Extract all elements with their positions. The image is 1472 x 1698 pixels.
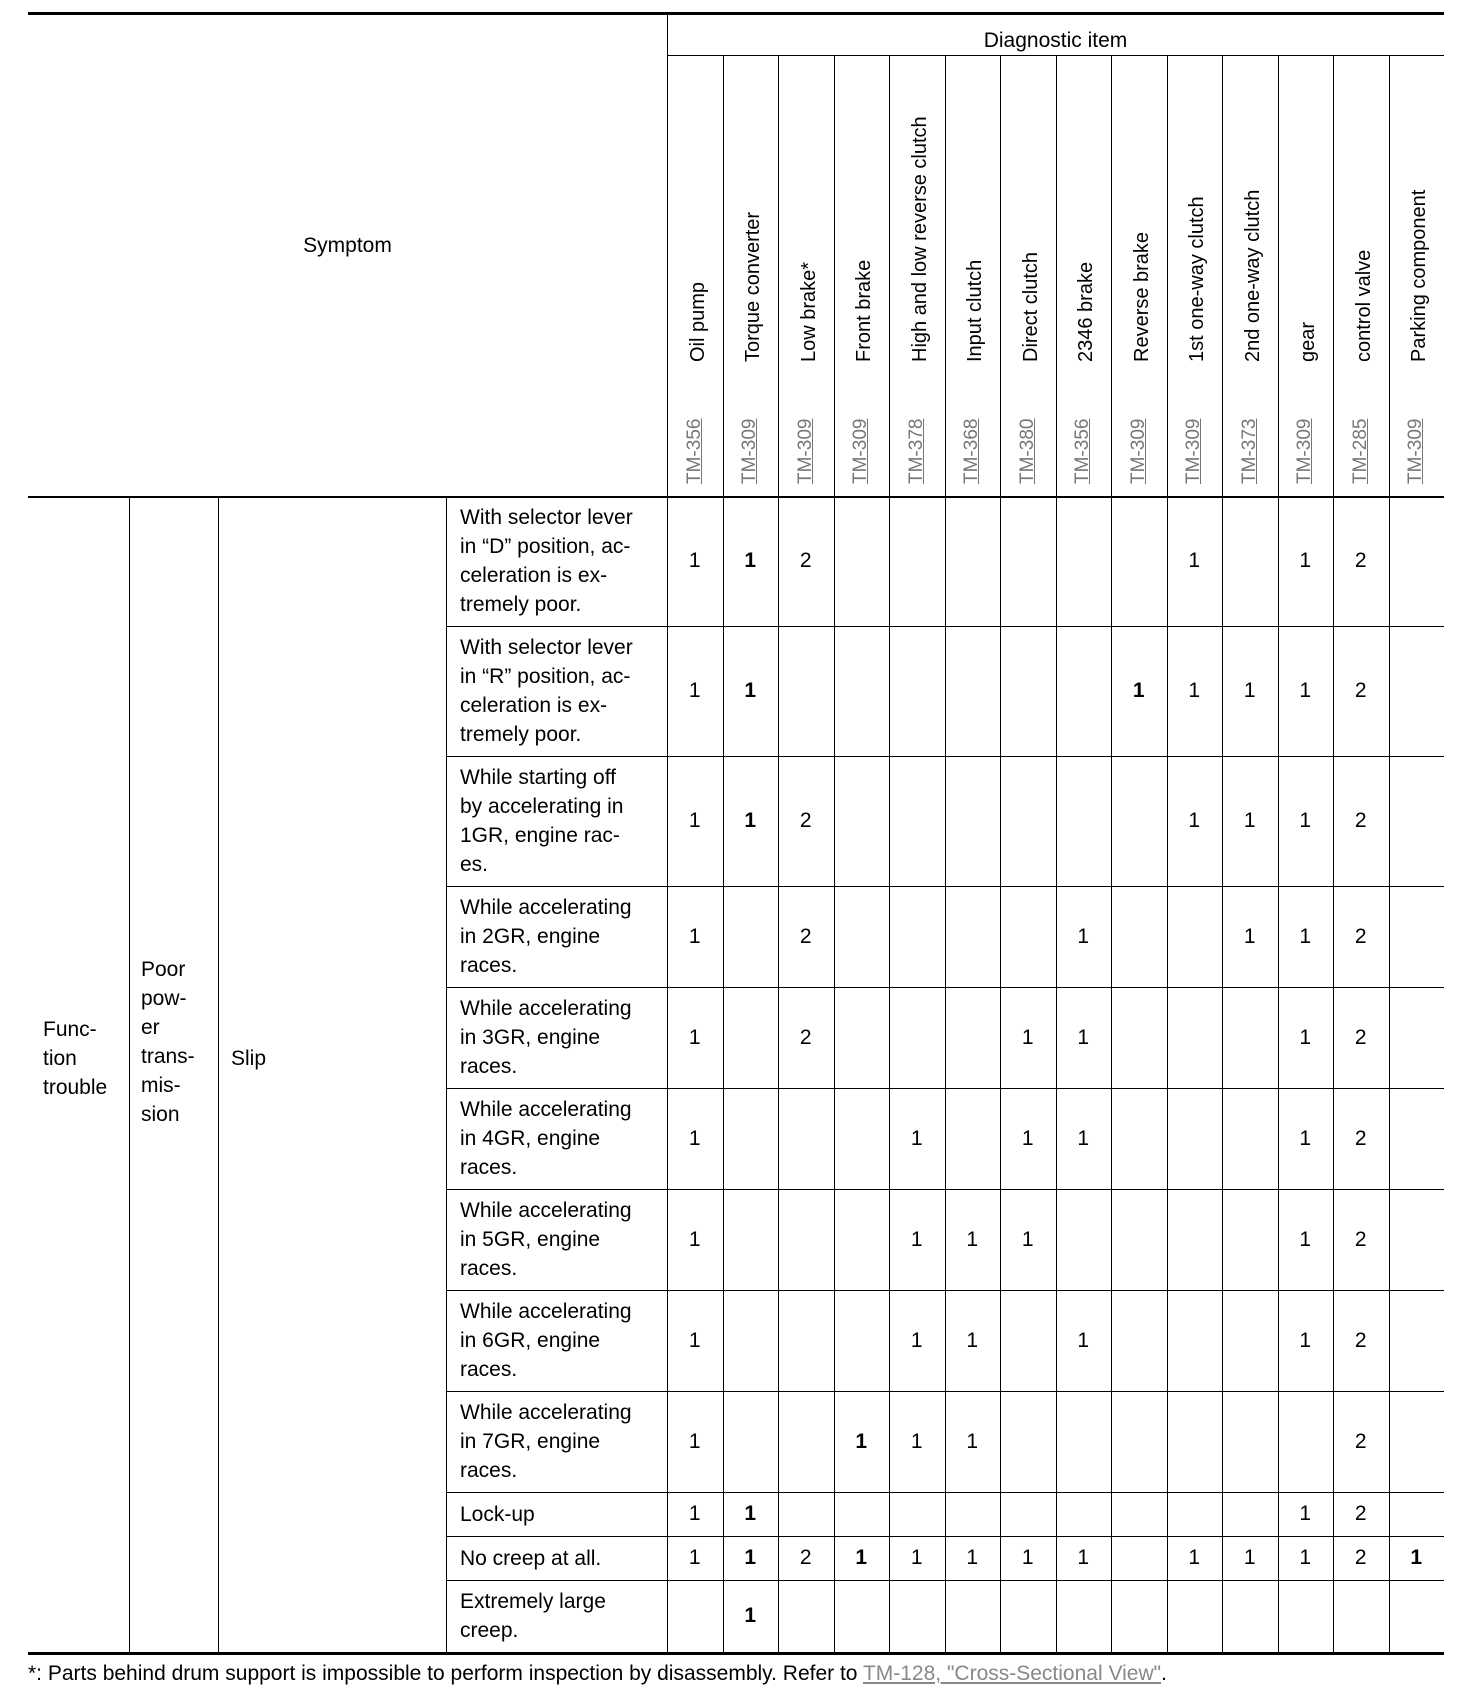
column-reference-link[interactable]: TM-309: [794, 418, 816, 484]
table-cell: 1: [744, 1502, 757, 1525]
footnote-link[interactable]: TM-128, "Cross-Sectional View": [862, 1662, 1162, 1685]
table-cell: 1: [1021, 1126, 1034, 1150]
table-cell: [1389, 496, 1445, 626]
table-cell: [1167, 1189, 1223, 1290]
table-cell: [1222, 987, 1278, 1088]
table-cell: [889, 987, 945, 1088]
table-cell: [1000, 1492, 1056, 1536]
footnote: [28, 1662, 1167, 1686]
table-cell: [1056, 756, 1112, 886]
table-cell: [723, 1088, 779, 1189]
column-reference-link[interactable]: TM-309: [850, 418, 871, 484]
category-label: Func- tion trouble: [43, 1017, 108, 1099]
table-cell: [1278, 1580, 1334, 1652]
column-reference-link[interactable]: TM-309: [1405, 418, 1426, 484]
symptom-text: While starting off by accelerating in 1GR, engine rac- es.: [460, 766, 624, 876]
table-cell: [1389, 987, 1445, 1088]
footnote-text: *: Parts behind drum support is impossible to perform inspection by disassembly. Refer to: [28, 1662, 863, 1685]
table-cell: [945, 756, 1001, 886]
table-cell: 1: [855, 1429, 868, 1453]
column-reference-link[interactable]: TM-309: [1294, 418, 1315, 484]
table-cell: [1111, 1536, 1167, 1580]
column-header-label: Direct clutch: [1019, 251, 1042, 362]
column-reference-link[interactable]: TM-368: [961, 418, 982, 484]
table-cell: [1389, 1580, 1445, 1652]
table-cell: [1056, 1189, 1112, 1290]
table-cell: 2: [1354, 1502, 1367, 1525]
table-cell: 1: [1299, 1328, 1312, 1352]
column-header-label: 1st one-way clutch: [1186, 196, 1208, 362]
table-cell: [778, 1189, 834, 1290]
column-header-label: Parking component: [1408, 189, 1430, 362]
table-cell: [778, 1580, 834, 1652]
table-cell: 1: [688, 1546, 701, 1569]
column-header: [1278, 70, 1333, 496]
table-cell: 1: [1299, 679, 1312, 702]
table-cell: [723, 1391, 779, 1492]
column-header-label: Reverse brake: [1130, 231, 1153, 362]
table-cell: [1167, 1290, 1223, 1391]
table-cell: 2: [1354, 924, 1367, 948]
table-cell: 1: [966, 1328, 979, 1352]
table-cell: [1056, 626, 1112, 756]
table-cell: 1: [910, 1227, 923, 1251]
table-cell: [1389, 626, 1445, 756]
symptom-text: Lock-up: [460, 1502, 535, 1526]
column-header-label: Oil pump: [686, 281, 709, 362]
table-cell: 2: [1354, 1126, 1367, 1150]
column-reference-link[interactable]: TM-378: [905, 418, 927, 484]
table-cell: 1: [688, 1429, 701, 1453]
table-cell: [1056, 496, 1112, 626]
table-cell: 1: [1299, 809, 1312, 832]
table-cell: 1: [1021, 1025, 1034, 1049]
column-reference-link[interactable]: TM-356: [1072, 418, 1093, 484]
column-header: [778, 70, 833, 496]
table-cell: [778, 1391, 834, 1492]
symptom-header: Symptom: [303, 234, 392, 257]
table-cell: 2: [1354, 1328, 1367, 1352]
table-cell: [945, 496, 1001, 626]
table-cell: 1: [1410, 1546, 1423, 1569]
table-cell: [1056, 1492, 1112, 1536]
table-cell: [889, 626, 945, 756]
column-reference-link[interactable]: TM-356: [683, 418, 705, 484]
table-cell: [1111, 1580, 1167, 1652]
table-cell: [778, 626, 834, 756]
table-cell: [1056, 1580, 1112, 1652]
table-cell: 1: [1077, 1328, 1090, 1352]
table-cell: 1: [688, 809, 701, 832]
table-cell: 1: [1243, 679, 1256, 702]
column-header: [1333, 70, 1388, 496]
table-cell: [1333, 1580, 1389, 1652]
table-cell: [834, 987, 890, 1088]
table-cell: 1: [1299, 924, 1312, 948]
table-cell: [945, 987, 1001, 1088]
table-cell: [1389, 756, 1445, 886]
table-cell: [778, 1492, 834, 1536]
table-cell: [1222, 1088, 1278, 1189]
table-cell: 1: [744, 679, 757, 702]
table-cell: [1111, 756, 1167, 886]
table-cell: 1: [1188, 679, 1201, 702]
table-cell: [945, 886, 1001, 987]
table-cell: 1: [1077, 1126, 1090, 1150]
column-reference-link[interactable]: TM-380: [1016, 418, 1038, 484]
table-cell: [1000, 496, 1056, 626]
column-header-label: Input clutch: [964, 259, 986, 362]
table-cell: 2: [1354, 1546, 1367, 1569]
table-cell: 1: [1299, 1546, 1312, 1569]
table-cell: 2: [1354, 1025, 1367, 1049]
column-header: [945, 70, 1000, 496]
footnote-end: .: [1161, 1662, 1167, 1685]
column-header-label: Front brake: [853, 259, 875, 362]
table-cell: [834, 1492, 890, 1536]
table-cell: 1: [1299, 1227, 1312, 1251]
table-cell: 1: [1299, 549, 1312, 572]
table-cell: 2: [1354, 1429, 1367, 1453]
table-cell: [1000, 1391, 1056, 1492]
column-header: [889, 70, 944, 496]
table-cell: 1: [910, 1429, 923, 1453]
column-reference-link[interactable]: TM-373: [1238, 418, 1260, 484]
table-cell: 2: [799, 809, 812, 832]
table-cell: 1: [1299, 1502, 1312, 1525]
table-cell: [1111, 1088, 1167, 1189]
column-header: [1056, 70, 1111, 496]
table-cell: 1: [1243, 1546, 1256, 1569]
column-header: [667, 70, 722, 496]
symptom-text: With selector lever in “D” position, ac- celeration is ex- tremely poor.: [460, 506, 633, 616]
table-cell: [1167, 987, 1223, 1088]
table-cell: [834, 886, 890, 987]
table-cell: 1: [1299, 1025, 1312, 1049]
table-cell: [834, 1580, 890, 1652]
table-cell: 1: [1188, 549, 1201, 572]
symptom-text: No creep at all.: [460, 1546, 602, 1570]
symptom-text: While accelerating in 7GR, engine races.: [460, 1401, 632, 1482]
symptom-text: While accelerating in 2GR, engine races.: [460, 896, 632, 977]
table-cell: [1167, 1492, 1223, 1536]
column-header: [723, 70, 778, 496]
column-reference-link[interactable]: TM-309: [1183, 418, 1204, 484]
table-cell: [1167, 1580, 1223, 1652]
table-cell: 1: [855, 1546, 868, 1569]
table-cell: [1278, 1391, 1334, 1492]
symptom-text: While accelerating in 6GR, engine races.: [460, 1300, 632, 1381]
table-cell: 1: [910, 1546, 923, 1569]
table-cell: 2: [799, 1025, 812, 1049]
table-cell: 1: [1188, 809, 1201, 832]
table-cell: 1: [1188, 1546, 1201, 1569]
table-cell: [1222, 1580, 1278, 1652]
table-cell: 1: [688, 1126, 701, 1150]
table-cell: [1056, 1391, 1112, 1492]
symptom-text: While accelerating in 4GR, engine races.: [460, 1098, 632, 1179]
table-cell: [834, 1088, 890, 1189]
table-cell: [1389, 1088, 1445, 1189]
table-cell: [667, 1580, 723, 1652]
table-cell: 1: [688, 924, 701, 948]
table-cell: [1111, 1492, 1167, 1536]
table-cell: [723, 1290, 779, 1391]
table-cell: [1389, 1391, 1445, 1492]
column-header: [834, 70, 889, 496]
table-bottom-rule: [28, 1652, 1444, 1655]
table-cell: [889, 1580, 945, 1652]
table-cell: [778, 1290, 834, 1391]
table-cell: [1111, 496, 1167, 626]
table-cell: 1: [1299, 1126, 1312, 1150]
table-cell: [889, 496, 945, 626]
table-cell: [1111, 987, 1167, 1088]
table-cell: 2: [1354, 1227, 1367, 1251]
table-cell: [1000, 756, 1056, 886]
column-header: [1111, 70, 1166, 496]
table-cell: 1: [688, 1227, 701, 1251]
column-header: [1167, 70, 1222, 496]
table-cell: 1: [744, 1604, 757, 1627]
table-cell: [1000, 626, 1056, 756]
table-cell: [1222, 496, 1278, 626]
table-cell: 2: [799, 924, 812, 948]
table-cell: 1: [966, 1546, 979, 1569]
table-cell: [889, 886, 945, 987]
table-cell: [778, 1088, 834, 1189]
symptom-text: While accelerating in 3GR, engine races.: [460, 997, 632, 1078]
table-cell: [889, 1492, 945, 1536]
column-header: [1222, 70, 1277, 496]
table-cell: [1167, 886, 1223, 987]
table-cell: [723, 987, 779, 1088]
table-cell: 2: [1354, 679, 1367, 702]
table-cell: 1: [1077, 1025, 1090, 1049]
table-cell: [1389, 1492, 1445, 1536]
table-cell: [1222, 1492, 1278, 1536]
diagnosis-table: [28, 12, 1444, 1655]
table-cell: 1: [744, 809, 757, 832]
table-cell: [834, 496, 890, 626]
column-reference-link[interactable]: TM-309: [1127, 418, 1149, 484]
table-cell: 1: [744, 549, 757, 572]
table-cell: 2: [799, 1546, 812, 1569]
table-cell: [1389, 1189, 1445, 1290]
table-cell: 1: [910, 1328, 923, 1352]
table-cell: [1111, 886, 1167, 987]
table-cell: [834, 626, 890, 756]
column-reference-link[interactable]: TM-309: [739, 418, 760, 484]
table-cell: 1: [1077, 1546, 1090, 1569]
table-cell: [834, 756, 890, 886]
column-header-label: Low brake*: [797, 261, 820, 362]
column-header: [1000, 70, 1055, 496]
table-cell: 1: [1243, 924, 1256, 948]
column-header-label: gear: [1297, 321, 1319, 362]
table-cell: [1111, 1290, 1167, 1391]
table-cell: [945, 1492, 1001, 1536]
table-cell: 1: [1021, 1227, 1034, 1251]
table-cell: 1: [688, 679, 701, 702]
table-cell: 1: [688, 1025, 701, 1049]
table-cell: 1: [1077, 924, 1090, 948]
table-cell: [889, 756, 945, 886]
table-cell: [1222, 1391, 1278, 1492]
column-header-label: 2346 brake: [1075, 261, 1097, 362]
table-cell: [945, 1088, 1001, 1189]
table-cell: 1: [688, 1328, 701, 1352]
subcategory-label: Poor pow- er trans- mis- sion: [141, 958, 195, 1126]
table-cell: [1111, 1189, 1167, 1290]
diagnostic-item-header: Diagnostic item: [983, 29, 1128, 52]
symptom-type-label: Slip: [231, 1046, 267, 1070]
column-header-label: High and low reverse clutch: [908, 116, 931, 362]
table-cell: [1222, 1189, 1278, 1290]
symptom-text: While accelerating in 5GR, engine races.: [460, 1199, 632, 1280]
symptom-text: Extremely large creep.: [460, 1590, 606, 1642]
table-cell: 1: [966, 1227, 979, 1251]
table-cell: 2: [1354, 809, 1367, 832]
table-cell: [1389, 886, 1445, 987]
table-cell: [1167, 1088, 1223, 1189]
column-header: [1389, 70, 1444, 496]
column-header-label: Torque converter: [742, 211, 764, 362]
table-cell: 1: [688, 1502, 701, 1525]
table-cell: [1111, 1391, 1167, 1492]
table-cell: 1: [910, 1126, 923, 1150]
table-cell: 1: [744, 1546, 757, 1569]
table-cell: [1000, 1290, 1056, 1391]
table-cell: [1000, 886, 1056, 987]
table-top-rule: [28, 12, 1444, 15]
column-header-label: control valve: [1352, 249, 1375, 362]
symptom-text: With selector lever in “R” position, ac- celeration is ex- tremely poor.: [460, 636, 633, 746]
table-cell: [723, 1189, 779, 1290]
table-cell: [1167, 1391, 1223, 1492]
table-cell: 2: [799, 549, 812, 572]
table-cell: 2: [1354, 549, 1367, 572]
column-header-label: 2nd one-way clutch: [1241, 189, 1264, 362]
table-cell: [1000, 1580, 1056, 1652]
table-cell: 1: [1132, 679, 1145, 702]
table-cell: 1: [1243, 809, 1256, 832]
table-cell: [945, 626, 1001, 756]
table-cell: [945, 1580, 1001, 1652]
table-cell: [834, 1290, 890, 1391]
table-cell: 1: [688, 549, 701, 572]
table-cell: 1: [1021, 1546, 1034, 1569]
table-cell: 1: [966, 1429, 979, 1453]
table-cell: [1389, 1290, 1445, 1391]
table-cell: [834, 1189, 890, 1290]
column-reference-link[interactable]: TM-285: [1349, 418, 1371, 484]
table-cell: [723, 886, 779, 987]
table-cell: [1222, 1290, 1278, 1391]
category-divider: [446, 496, 447, 1652]
